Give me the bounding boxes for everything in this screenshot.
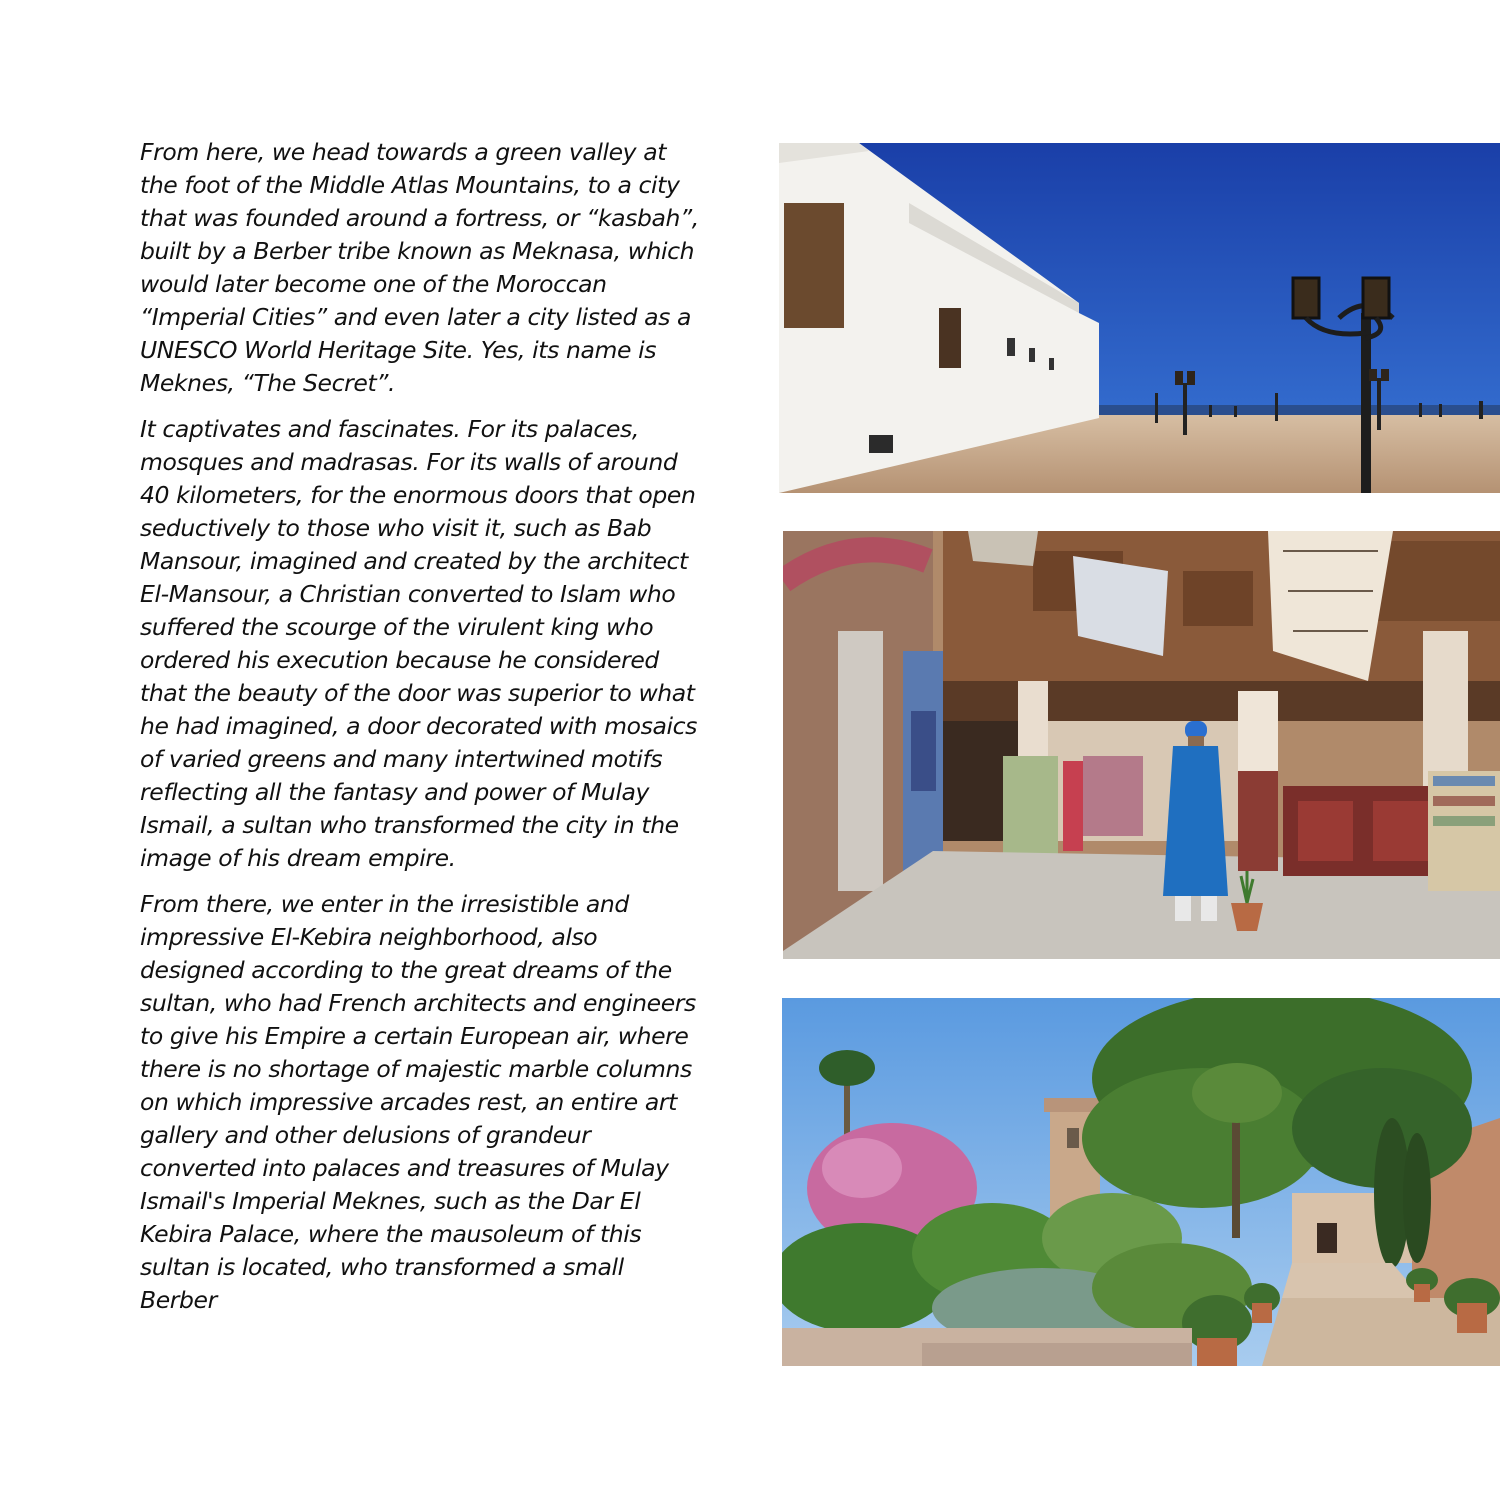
- article-text: [140, 136, 700, 1330]
- photo-mausoleum-garden: [782, 998, 1500, 1366]
- paragraph-3: From there, we enter in the irresistible and impressive El-Kebira neighborhood, also designed according to the great dreams of the sultan, who had French architects and engineers to give his Empire a certain European air, where there is no shortage of majestic marble columns on which impressive arcades rest, an entire art gallery and other delusions of grandeur converted into palaces and treasures of Mulay Ismail's Imperial Meknes, such as the Dar El Kebira Palace, where the mausoleum of this sultan is located, who transformed a small Berber: [140, 890, 696, 1314]
- paragraph-1: From here, we head towards a green valley at the foot of the Middle Atlas Mountains, to a city that was founded around a fortress, or “kasbah”, built by a Berber tribe known as Meknasa, which would later become one of the Moroccan “Imperial Cities” and even later a city listed as a UNESCO World Heritage Site. Yes, its name is Meknes, “The Secret”.: [140, 138, 699, 397]
- photo-kasbah-plaza: [779, 143, 1500, 493]
- paragraph-2: It captivates and fascinates. For its palaces, mosques and madrasas. For its walls of around 40 kilometers, for the enormous doors that open seductively to those who visit it, such as Bab Mansour, imagined and created by the architect El-Mansour, a Christian converted to Islam who suffered the scourge of the virulent king who ordered his execution because he considered that the beauty of the door was superior to what he had imagined, a door decorated with mosaics of varied greens and many intertwined motifs reflecting all the fantasy and power of Mulay Ismail, a sultan who transformed the city in the image of his dream empire.: [140, 415, 697, 872]
- photo-courtyard-market: [783, 531, 1500, 959]
